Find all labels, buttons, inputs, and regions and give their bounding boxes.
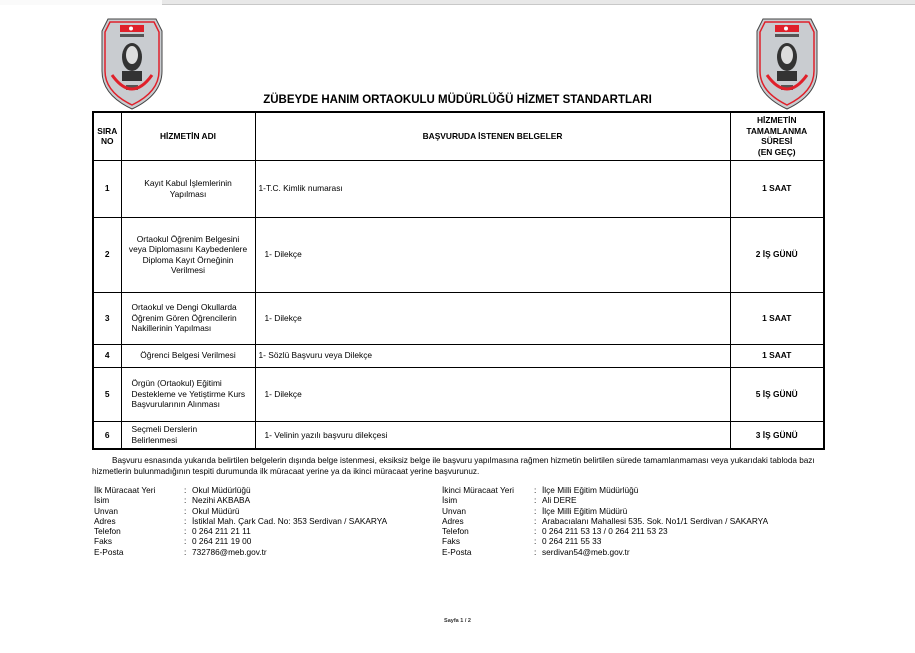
service-name: Seçmeli Derslerin Belirlenmesi (121, 421, 255, 449)
service-name: Ortaokul Öğrenim Belgesini veya Diplomasını Kaybedenlere Diploma Kayıt Örneğinin Verilmesi (121, 217, 255, 292)
header-required-documents: BAŞVURUDA İSTENEN BELGELER (255, 112, 730, 160)
required-documents: 1- Dilekçe (255, 367, 730, 421)
required-documents: 1- Dilekçe (255, 217, 730, 292)
contact-row-address: Adres : İstiklal Mah. Çark Cad. No: 353 Serdivan / SAKARYA (94, 515, 388, 526)
required-documents: 1-T.C. Kimlik numarası (255, 160, 730, 217)
table-header-row (93, 112, 824, 160)
contact-row-phone: Telefon : 0 264 211 21 11 (94, 526, 251, 537)
completion-time: 1 SAAT (730, 344, 824, 367)
header-completion-time: HİZMETİN TAMAMLANMA SÜRESİ (EN GEÇ) (730, 112, 824, 160)
first-application-contact (94, 485, 387, 557)
header-sira-no: SIRA NO (93, 112, 121, 160)
completion-time: 5 İŞ GÜNÜ (730, 367, 824, 421)
page-number: Sayfa 1 / 2 (444, 618, 471, 624)
header-service-name: HİZMETİN ADI (121, 112, 255, 160)
contact-row-email: E-Posta : serdivan54@meb.gov.tr (442, 546, 630, 557)
viewer-top-bar (0, 0, 915, 5)
contact-row-fax: Faks : 0 264 211 19 00 (94, 536, 252, 547)
contact-row-address: Adres : Arabacıalanı Mahallesi 535. Sok. No1/1 Serdivan / SAKARYA (442, 515, 769, 526)
table-row (93, 217, 824, 292)
completion-time: 1 SAAT (730, 160, 824, 217)
row-number: 2 (93, 217, 121, 292)
row-number: 5 (93, 367, 121, 421)
contact-row-email: E-Posta : 732786@meb.gov.tr (94, 546, 267, 557)
required-documents: 1- Velinin yazılı başvuru dilekçesi (255, 421, 730, 449)
service-name: Kayıt Kabul İşlemlerinin Yapılması (121, 160, 255, 217)
service-standards-table (92, 111, 825, 450)
second-application-contact (442, 485, 768, 557)
table-row (93, 344, 824, 367)
contact-row-place: İlk Müracaat Yeri : Okul Müdürlüğü (94, 485, 251, 495)
table-row (93, 292, 824, 344)
required-documents: 1- Dilekçe (255, 292, 730, 344)
required-documents: 1- Sözlü Başvuru veya Dilekçe (255, 344, 730, 367)
horizontal-scrollbar[interactable] (162, 0, 915, 5)
completion-time: 3 İŞ GÜNÜ (730, 421, 824, 449)
table-row (93, 160, 824, 217)
completion-time: 1 SAAT (730, 292, 824, 344)
row-number: 1 (93, 160, 121, 217)
table-row (93, 421, 824, 449)
contact-row-fax: Faks : 0 264 211 55 33 (442, 536, 602, 547)
table-row (93, 367, 824, 421)
service-name: Örgün (Ortaokul) Eğitimi Destekleme ve Yetiştirme Kurs Başvurularının Alınması (121, 367, 255, 421)
complaint-note: Başvuru esnasında yukarıda belirtilen belgelerin dışında belge istenmesi, eksiksiz belge ile başvuru yapılmasına rağmen hizmetin belirtilen sürede tamamlanmaması veya yukarıdaki tabloda bazı hizmetlerin bulunmadığının tespiti durumunda ilk müracaat yerine ya da ikinci müracaat yerine başvurunuz. (92, 456, 815, 476)
contact-row-name: İsim : Nezihi AKBABA (94, 495, 251, 506)
row-number: 3 (93, 292, 121, 344)
completion-time: 2 İŞ GÜNÜ (730, 217, 824, 292)
row-number: 4 (93, 344, 121, 367)
contact-row-name: İsim : Ali DERE (442, 495, 577, 506)
contact-row-phone: Telefon : 0 264 211 53 13 / 0 264 211 53 23 (442, 526, 668, 537)
service-name: Ortaokul ve Dengi Okullarda Öğrenim Gören Öğrencilerin Nakillerinin Yapılması (121, 292, 255, 344)
service-name: Öğrenci Belgesi Verilmesi (121, 344, 255, 367)
row-number: 6 (93, 421, 121, 449)
contact-row-title: Unvan : İlçe Milli Eğitim Müdürü (442, 505, 628, 516)
document-title: ZÜBEYDE HANIM ORTAOKULU MÜDÜRLÜĞÜ HİZMET STANDARTLARI (263, 94, 652, 106)
contact-row-title: Unvan : Okul Müdürü (94, 505, 240, 516)
contact-row-place: İkinci Müracaat Yeri : İlçe Milli Eğitim Müdürlüğü (442, 485, 639, 495)
